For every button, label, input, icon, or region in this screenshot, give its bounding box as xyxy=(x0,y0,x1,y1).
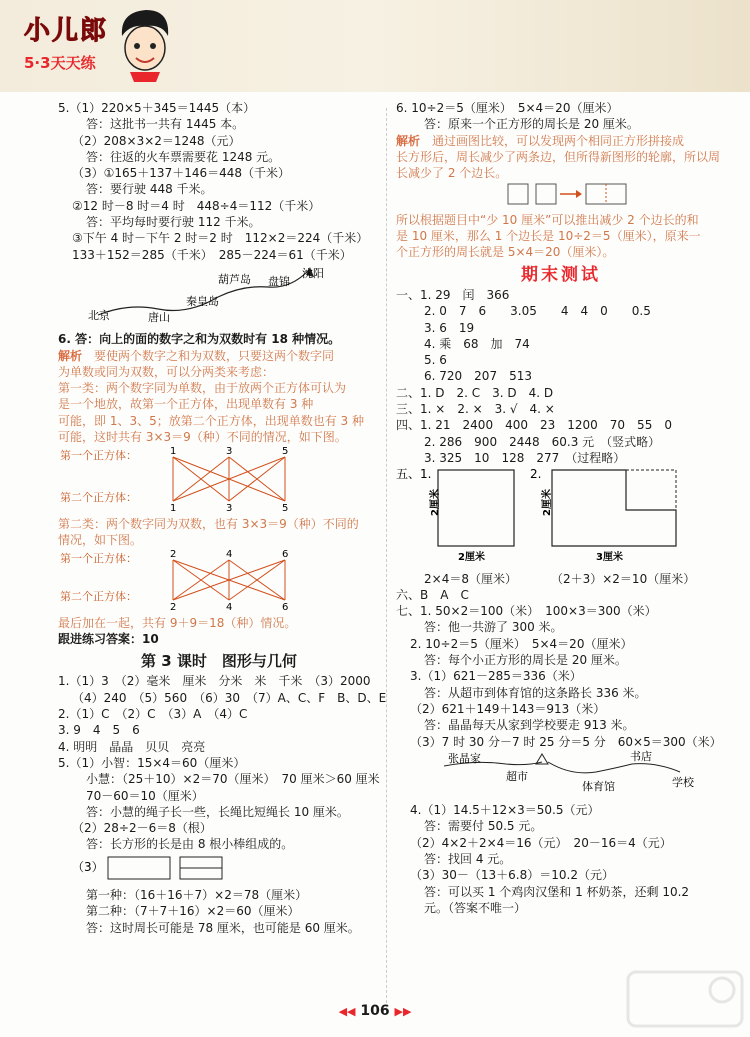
exam-ans3-line: （2）4×2＋2×4＝16（元） 20－16＝4（元） xyxy=(410,835,672,850)
page-number: ◀◀ 106 ▶▶ xyxy=(338,1003,412,1019)
even-num: 6 xyxy=(282,602,289,611)
route-label: 学校 xyxy=(672,775,694,789)
q6-second-line: 情况，如下图。 xyxy=(58,532,143,547)
square-merge-figure xyxy=(396,181,716,207)
q6-answer: 6. 答：向上的面的数字之和为双数时有 18 种情况。 xyxy=(58,332,341,347)
r-q6-line: 答：原来一个正方形的周长是 20 厘米。 xyxy=(424,117,639,132)
exam-ans-line: 5. 6 xyxy=(424,353,447,368)
route-map-figure xyxy=(58,263,358,327)
exam-ans2-line: 3.（1）621－285＝336（米） xyxy=(410,669,582,684)
geo-tail-line: 答：这时周长可能是 78 厘米，也可能是 60 厘米。 xyxy=(86,920,360,935)
five-2-label: 2. xyxy=(530,467,542,482)
exam-ans-line: 2. 0 7 6 3.05 4 4 0 0.5 xyxy=(424,304,651,319)
cube1-label: 第一个正方体： xyxy=(60,552,137,566)
even-num: 6 xyxy=(282,549,289,561)
route-label: 体育馆 xyxy=(582,779,615,793)
exam-ans-line: 3. 6 19 xyxy=(424,320,475,335)
route-label: 张晶家 xyxy=(448,751,481,765)
exam-ans2-line: 答：晶晶每天从家到学校要走 913 米。 xyxy=(424,718,635,733)
q5-line: 5.（1）220×5＋345＝1445（本） xyxy=(58,101,256,115)
r-analysis-line: 解析 通过画图比较，可以发现两个相同正方形拼接成 xyxy=(396,133,685,148)
exam-ans2-line: 答：从超市到体育馆的这条路长 336 米。 xyxy=(424,685,647,700)
geo-tail-line: 第二种：（7＋7＋16）×2＝60（厘米） xyxy=(86,904,300,919)
cube1-label: 第一个正方体： xyxy=(60,449,137,463)
geo-line: 4. 明明 晶晶 贝贝 亮亮 xyxy=(58,739,206,754)
follow-practice: 跟进练习答案：10 xyxy=(58,631,159,646)
q6-total: 最后加在一起，共有 9＋9＝18（种）情况。 xyxy=(58,615,297,630)
dim-label: 3厘米 xyxy=(596,552,623,564)
geo-tail-line: 第一种：（16＋16＋7）×2＝78（厘米） xyxy=(86,887,308,902)
exam-ans3-line: 答：可以买 1 个鸡肉汉堡和 1 杯奶茶，还剩 10.2 xyxy=(424,884,690,899)
even-pairs-diagram xyxy=(58,548,358,610)
watermark-logo xyxy=(626,970,744,1028)
q6-analysis-line: 可能，即 1、3、5；放第二个正方体，出现单数也有 3 种 xyxy=(58,413,364,428)
exam-ans3-line: 答：需要付 50.5 元。 xyxy=(424,819,543,834)
brand-name: 小儿郎 xyxy=(24,16,109,46)
dim-label: 2厘米 xyxy=(430,489,441,517)
exam-ans2-line: 六、B A C xyxy=(396,587,469,602)
q6-analysis-line: 第一类：两个数字同为单数，由于放两个正方体可认为 xyxy=(58,381,347,396)
school-route-figure xyxy=(396,750,716,798)
exam-ans2-line: 2. 10÷2＝5（厘米） 5×4＝20（厘米） xyxy=(410,636,633,651)
exam-ans3-line: 元。（答案不唯一） xyxy=(424,900,527,915)
cube2-label: 第二个正方体： xyxy=(60,590,137,604)
brand-series: 5·3天天练 xyxy=(24,54,96,72)
map-label: 北京 xyxy=(88,308,110,322)
q5-line: 答：这批书一共有 1445 本。 xyxy=(86,117,245,132)
exam-ans-line: 6. 720 207 513 xyxy=(424,369,532,384)
map-label: 秦皇岛 xyxy=(186,294,219,308)
r-analysis-line: 长减少了 2 个边长。 xyxy=(396,166,508,181)
geo-line: 小慧：（25＋10）×2＝70（厘米） 70 厘米＞60 厘米 xyxy=(86,772,380,787)
perimeter-figures xyxy=(396,466,716,566)
q6-analysis-line: 是一个地放，故第一个正方体，出现单数有 3 种 xyxy=(58,397,314,412)
five-label: 五、1. xyxy=(396,467,432,482)
map-label: 沈阳 xyxy=(302,266,324,280)
geo-line: （4）240 （5）560 （6）30 （7）A、C、F B、D、E xyxy=(72,690,387,705)
even-num: 4 xyxy=(226,549,233,561)
q5-line: ③下午 4 时－下午 2 时＝2 时 112×2＝224（千米） xyxy=(72,231,369,246)
analysis-tag: 解析 xyxy=(396,133,421,148)
r-analysis2-line: 所以根据题目中“少 10 厘米”可以推出减少 2 个边长的和 xyxy=(396,212,699,227)
even-num: 2 xyxy=(170,549,177,561)
right-column xyxy=(396,100,726,916)
exam-ans-line: 四、1. 21 2400 400 23 1200 70 55 0 xyxy=(396,418,672,433)
brand-logo xyxy=(20,8,170,88)
r-q6-line: 6. 10÷2＝5（厘米） 5×4＝20（厘米） xyxy=(396,101,619,115)
five-formulas: 2×4＝8（厘米） （2＋3）×2＝10（厘米） xyxy=(424,571,696,586)
exam-ans3-line: 4.（1）14.5＋12×3＝50.5（元） xyxy=(410,803,600,818)
odd-num: 1 xyxy=(170,503,177,512)
exam-ans3-line: （3）30－（13＋6.8）＝10.2（元） xyxy=(410,868,614,883)
geo-line: 答：小慧的绳子长一些，长绳比短绳长 10 厘米。 xyxy=(86,804,349,819)
q5-line: 答：往返的火车票需要花 1248 元。 xyxy=(86,149,281,164)
q5-line: 答：平均每时要行驶 112 千米。 xyxy=(86,215,261,230)
exam-ans-line: 4. 乘 68 加 74 xyxy=(424,336,530,351)
q5-line: （2）208×3×2＝1248（元） xyxy=(72,133,241,148)
lesson-title: 第 3 课时 图形与几何 xyxy=(141,652,297,671)
odd-num: 5 xyxy=(282,446,289,458)
geo-line: 3. 9 4 5 6 xyxy=(58,723,140,738)
even-num: 4 xyxy=(226,602,233,611)
q6-analysis-line: 为单数或同为双数，可以分两类来考虑： xyxy=(58,364,275,379)
geo-line: （2）28÷2－6＝8（根） xyxy=(72,821,212,836)
exam-ans2-line: （2）621＋149＋143＝913（米） xyxy=(410,701,606,716)
rectangle-sketches xyxy=(58,853,358,883)
mascot-boy-icon xyxy=(116,8,174,82)
odd-num: 3 xyxy=(226,446,233,458)
exam-ans2-line: 七、1. 50×2＝100（米） 100×3＝300（米） xyxy=(396,604,657,619)
geo-line: 5.（1）小智：15×4＝60（厘米） xyxy=(58,755,246,770)
exam-ans2-line: 答：他一共游了 300 米。 xyxy=(424,620,563,635)
geo-line: 1.（1）3 （2）毫米 厘米 分米 米 千米 （3）2000 xyxy=(58,674,371,689)
q5-line: （3）①165＋137＋146＝448（千米） xyxy=(72,166,291,181)
exam-ans-line: 三、1. × 2. × 3. √ 4. × xyxy=(396,402,555,417)
column-divider xyxy=(386,108,387,1013)
left-column xyxy=(58,100,387,936)
cube2-label: 第二个正方体： xyxy=(60,491,137,505)
prev-arrow-icon: ◀◀ xyxy=(338,1005,356,1018)
geo-line: 2.（1）C （2）C （3）A （4）C xyxy=(58,707,248,722)
geo-line: 答：长方形的长是由 8 根小棒组成的。 xyxy=(86,837,294,852)
next-arrow-icon: ▶▶ xyxy=(394,1005,412,1018)
exam-title: 期末测试 xyxy=(521,264,601,285)
odd-num: 5 xyxy=(282,503,289,512)
analysis-tag: 解析 xyxy=(58,348,83,363)
q6-analysis-line: 可能，这时共有 3×3＝9（种）不同的情况，如下图。 xyxy=(58,430,347,445)
dim-label: 2厘米 xyxy=(458,552,485,564)
route-label: 书店 xyxy=(630,749,652,763)
exam-ans2-line: 答：每个小正方形的周长是 20 厘米。 xyxy=(424,653,627,668)
even-num: 2 xyxy=(170,602,177,611)
exam-ans2-line: （3）7 时 30 分－7 时 25 分＝5 分 60×5＝300（米） xyxy=(410,734,722,749)
exam-ans3-line: 答：找回 4 元。 xyxy=(424,851,512,866)
odd-num: 3 xyxy=(226,503,233,512)
q5-line: ②12 时－8 时＝4 时 448÷4＝112（千米） xyxy=(72,198,321,213)
q5-line: 133＋152＝285（千米） 285－224＝61（千米） xyxy=(72,247,352,262)
map-label: 盘锦 xyxy=(268,274,290,288)
geo-3-label: （3） xyxy=(72,859,104,874)
exam-ans-line: 二、1. D 2. C 3. D 4. D xyxy=(396,385,554,400)
q6-analysis-line: 解析 要使两个数字之和为双数，只要这两个数字同 xyxy=(58,348,335,363)
map-label: 唐山 xyxy=(148,310,170,324)
exam-ans-line: 2. 286 900 2448 60.3 元 （竖式略） xyxy=(424,434,661,449)
q5-line: 答：要行驶 448 千米。 xyxy=(86,182,213,197)
exam-ans-line: 3. 325 10 128 277 （过程略） xyxy=(424,450,626,465)
odd-pairs-diagram xyxy=(58,445,358,511)
exam-ans-line: 一、1. 29 闰 366 xyxy=(396,287,510,302)
odd-num: 1 xyxy=(170,446,177,458)
dim-label: 2厘米 xyxy=(542,489,553,517)
q6-second-line: 第二类：两个数字同为双数，也有 3×3＝9（种）不同的 xyxy=(58,516,359,531)
geo-line: 70－60＝10（厘米） xyxy=(86,788,204,803)
map-label: 葫芦岛 xyxy=(218,272,251,286)
r-analysis2-line: 是 10 厘米，那么 1 个边长是 10÷2＝5（厘米），原来一 xyxy=(396,229,701,244)
r-analysis-line: 长方形后，周长减少了两条边，但所得新图形的轮廓，所以周 xyxy=(396,149,721,164)
route-label: 超市 xyxy=(506,769,528,783)
r-analysis2-line: 个正方形的周长就是 5×4＝20（厘米）。 xyxy=(396,245,615,260)
